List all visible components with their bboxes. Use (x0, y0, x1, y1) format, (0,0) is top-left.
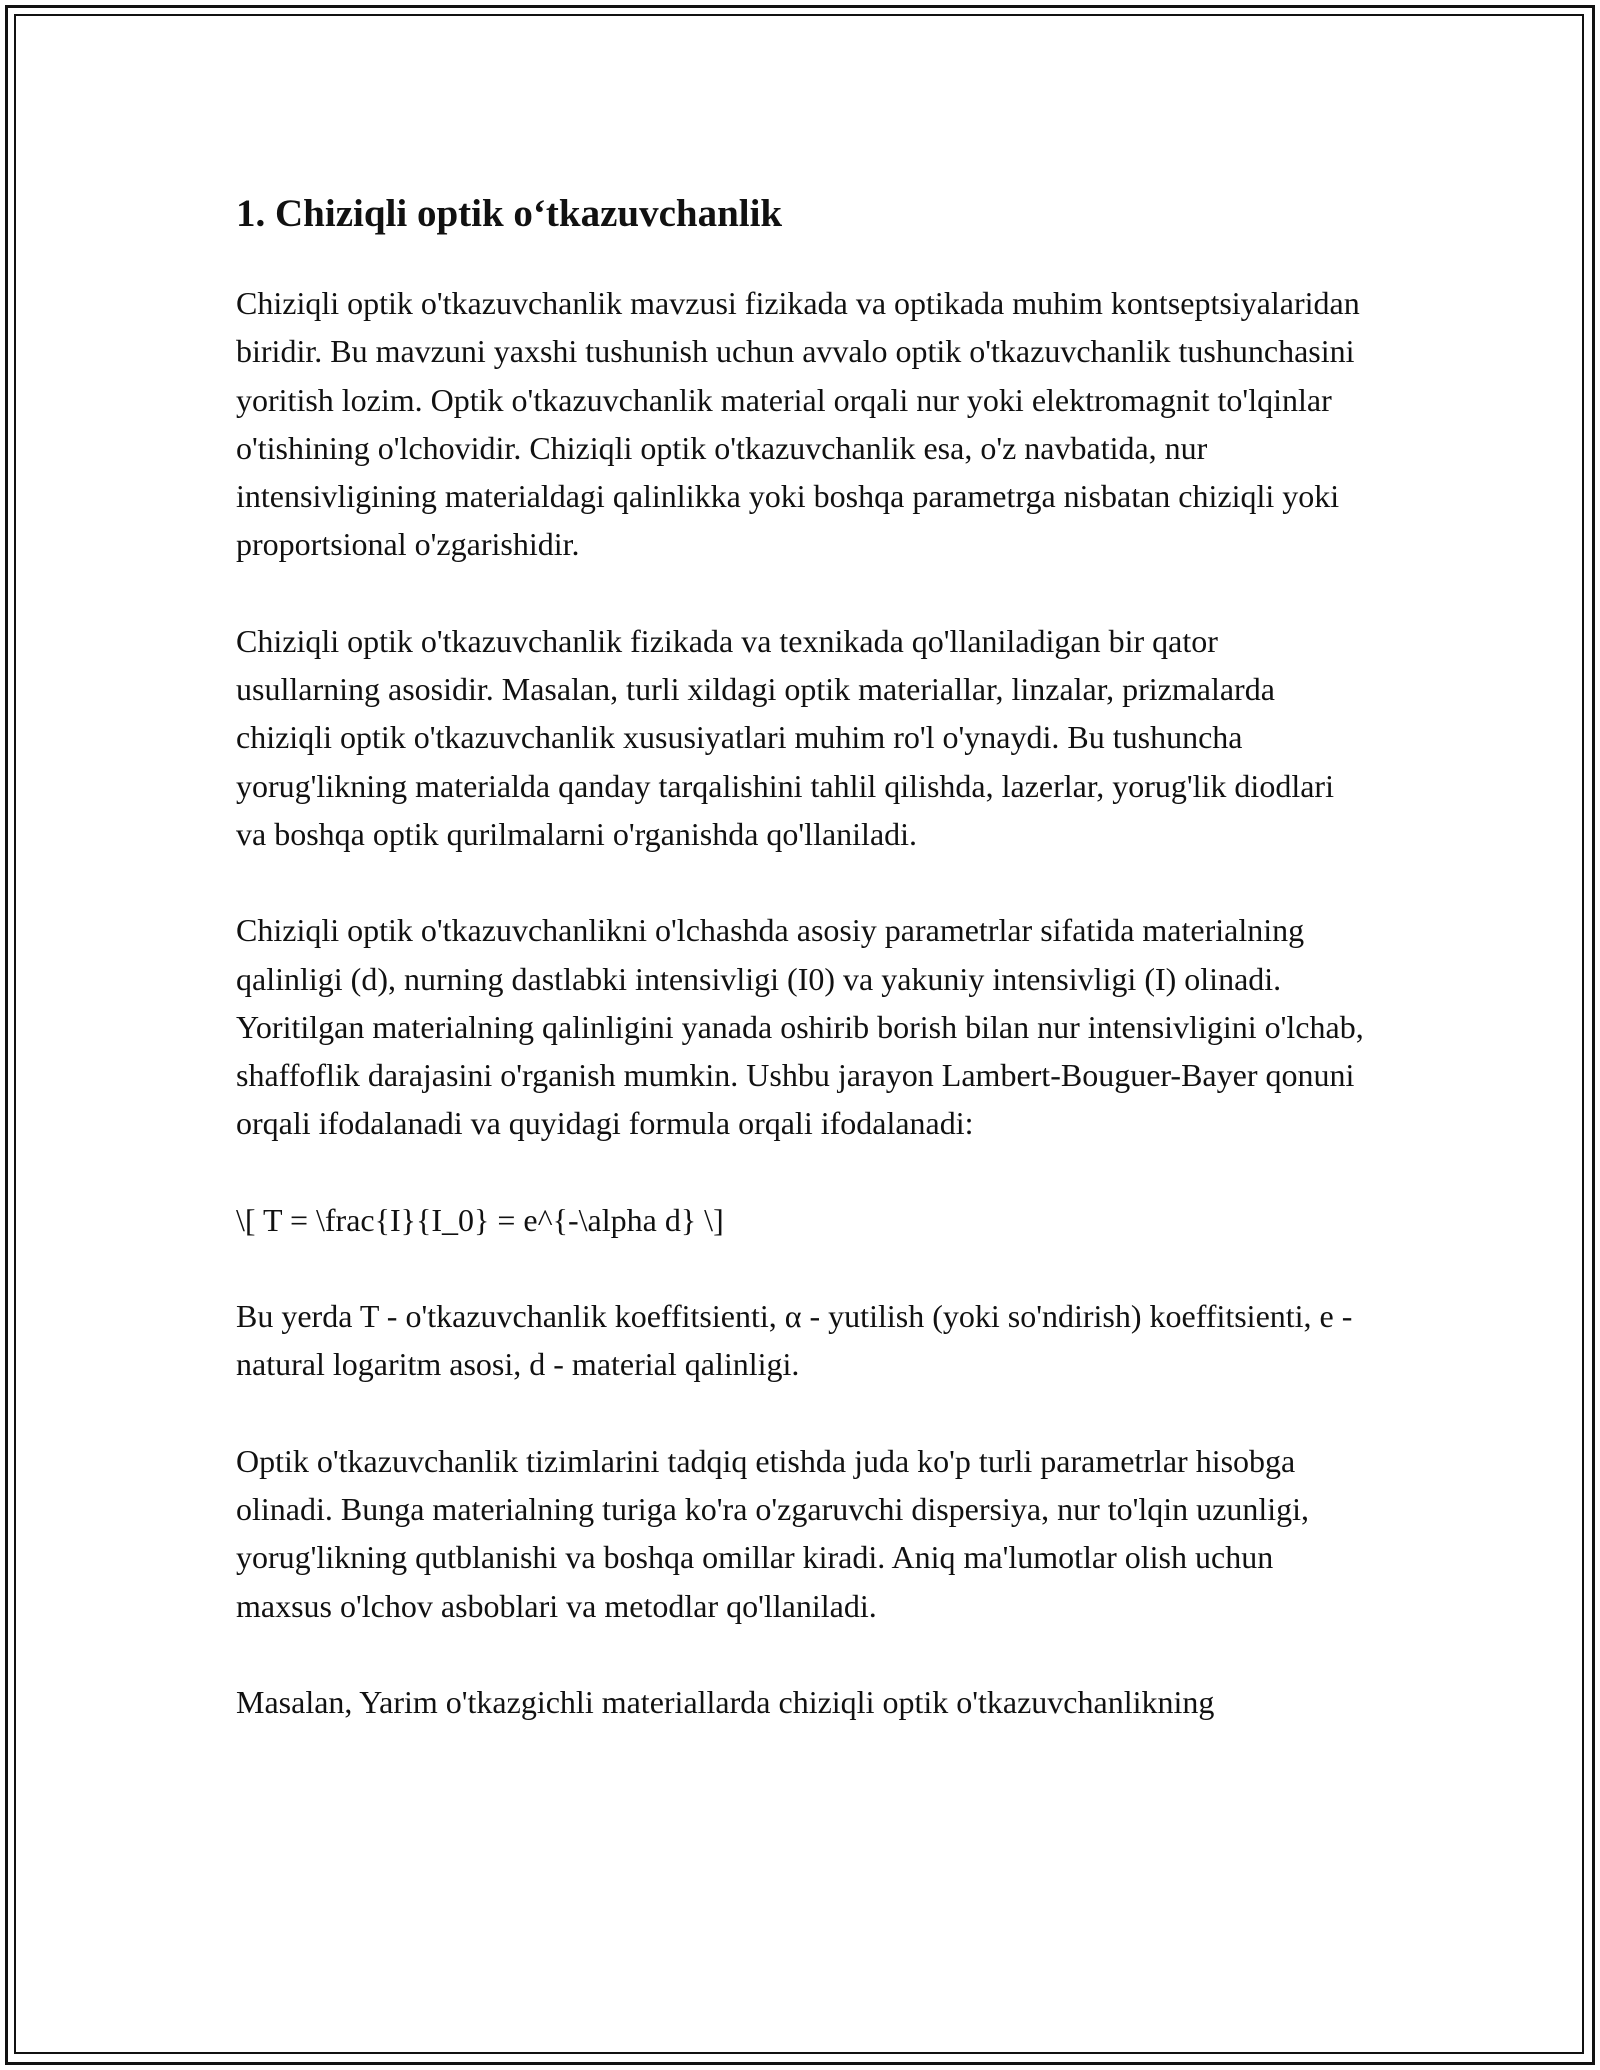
paragraph-parameters: Optik o'tkazuvchanlik tizimlarini tadqiq etishda juda ko'p turli parametrlar hisobga olinadi. Bunga materialning turiga ko'ra o'zgaruvchi dispersiya, nur to'lqin uzunligi, yorug'likning qutblanishi va boshqa omillar kiradi. Aniq ma'lumotlar olish uchun maxsus o'lchov asboblari va metodlar qo'llaniladi. (236, 1442, 1310, 1624)
formula-line: \[ T = \frac{I}{I_0} = e^{-\alpha d} \] (236, 1201, 724, 1238)
paragraph-measurement: Chiziqli optik o'tkazuvchanlikni o'lchashda asosiy parametrlar sifatida materialning qalinligi (d), nurning dastlabki intensivligi (I0) va yakuniy intensivligi (I) olinadi. Yoritilgan materialning qalinligini yanada oshirib borish bilan nur intensivligini o'lchab, shaffoflik darajasini o'rganish mumkin. Ushbu jarayon Lambert-Bouguer-Bayer qonuni orqali ifodalanadi va quyidagi formula orqali ifodalanadi: (236, 912, 1364, 1142)
paragraph-applications: Chiziqli optik o'tkazuvchanlik fizikada va texnikada qo'llaniladigan bir qator usullarning asosidir. Masalan, turli xildagi optik materiallar, linzalar, prizmalarda chiziqli optik o'tkazuvchanlik xususiyatlari muhim ro'l o'ynaydi. Bu tushuncha yorug'likning materialda qanday tarqalishini tahlil qilishda, lazerlar, yorug'lik diodlari va boshqa optik qurilmalarni o'rganishda qo'llaniladi. (236, 622, 1334, 852)
document-body (236, 182, 1366, 1774)
section-heading: 1. Chiziqli optik o‘tkazuvchanlik (236, 192, 783, 235)
paragraph-intro: Chiziqli optik o'tkazuvchanlik mavzusi fizikada va optikada muhim kontseptsiyalaridan biridir. Bu mavzuni yaxshi tushunish uchun avvalo optik o'tkazuvchanlik tushunchasini yoritish lozim. Optik o'tkazuvchanlik material orqali nur yoki elektromagnit to'lqinlar o'tishining o'lchovidir. Chiziqli optik o'tkazuvchanlik esa, o'z navbatida, nur intensivligining materialdagi qalinlikka yoki boshqa parametrga nisbatan chiziqli yoki proportsional o'zgarishidir. (236, 285, 1360, 563)
paragraph-definitions: Bu yerda T - o'tkazuvchanlik koeffitsienti, α - yutilish (yoki so'ndirish) koeffitsienti, e - natural logaritm asosi, d - material qalinligi. (236, 1298, 1353, 1383)
paragraph-example: Masalan, Yarim o'tkazgichli materiallarda chiziqli optik o'tkazuvchanlikning (236, 1683, 1215, 1720)
